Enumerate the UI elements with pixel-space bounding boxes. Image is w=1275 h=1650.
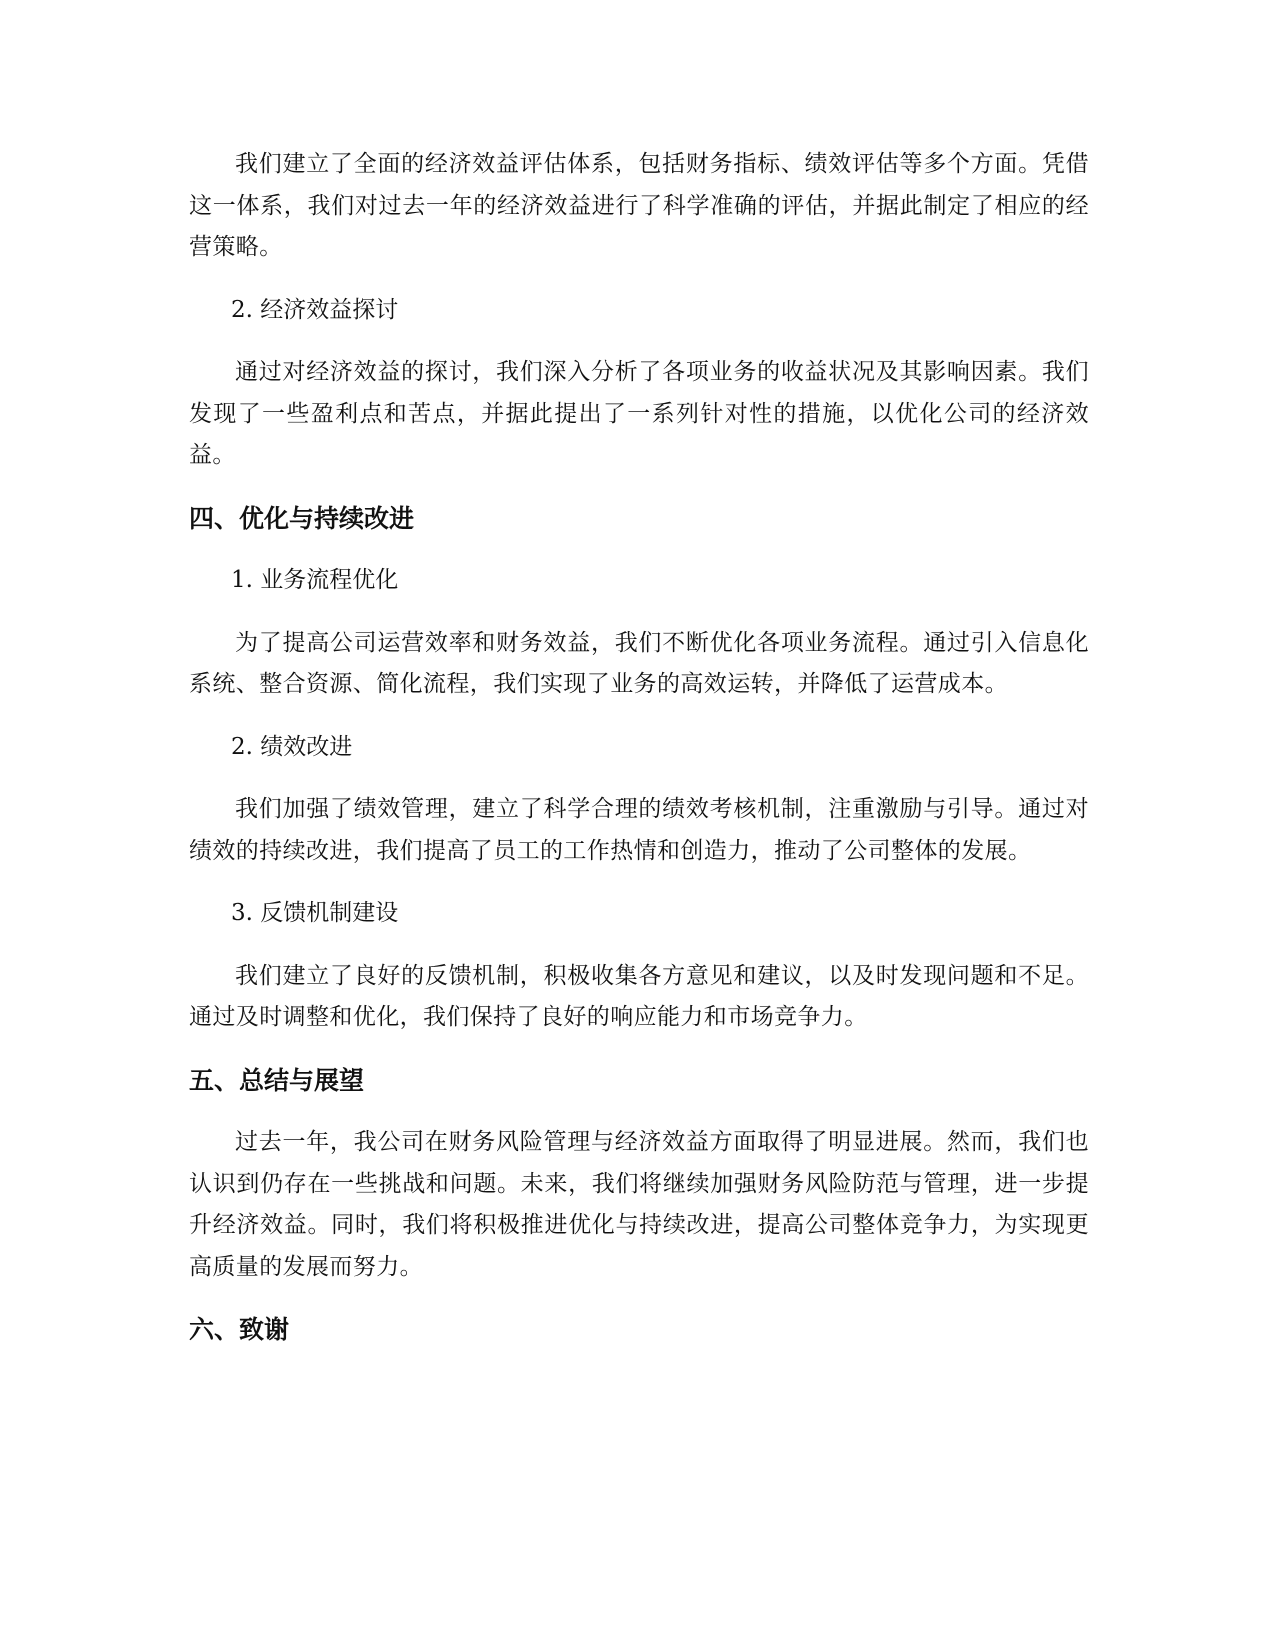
subheading-economic-discussion: 2. 经济效益探讨 [231, 296, 399, 323]
paragraph-summary: 过去一年，我公司在财务风险管理与经济效益方面取得了明显进展。然而，我们也认识到仍存在一些挑战和问题。未来，我们将继续加强财务风险防范与管理，进一步提升经济效益。同时，我们将积极推进优化与持续改进，提高公司整体竞争力，为实现更高质量的发展而努力。 [189, 1129, 1089, 1280]
section-heading-acknowledgements: 六、致谢 [189, 1315, 290, 1344]
section-heading-summary: 五、总结与展望 [189, 1065, 365, 1095]
paragraph-performance-improvement: 我们加强了绩效管理，建立了科学合理的绩效考核机制，注重激励与引导。通过对绩效的持续改进，我们提高了员工的工作热情和创造力，推动了公司整体的发展。 [189, 796, 1089, 864]
paragraph-evaluation-system: 我们建立了全面的经济效益评估体系，包括财务指标、绩效评估等多个方面。凭借这一体系，我们对过去一年的经济效益进行了科学准确的评估，并据此制定了相应的经营策略。 [189, 151, 1089, 260]
subheading-performance-improvement: 2. 绩效改进 [231, 733, 353, 760]
document-page [189, 144, 1089, 1372]
paragraph-feedback-mechanism: 我们建立了良好的反馈机制，积极收集各方意见和建议，以及时发现问题和不足。通过及时调整和优化，我们保持了良好的响应能力和市场竞争力。 [189, 962, 1089, 1030]
subheading-process-optimization: 1. 业务流程优化 [231, 567, 399, 593]
subheading-feedback-mechanism: 3. 反馈机制建设 [231, 900, 399, 926]
paragraph-process-optimization: 为了提高公司运营效率和财务效益，我们不断优化各项业务流程。通过引入信息化系统、整合资源、简化流程，我们实现了业务的高效运转，并降低了运营成本。 [189, 629, 1089, 697]
paragraph-economic-discussion: 通过对经济效益的探讨，我们深入分析了各项业务的收益状况及其影响因素。我们发现了一些盈利点和苦点，并据此提出了一系列针对性的措施，以优化公司的经济效益。 [189, 359, 1089, 468]
section-heading-optimization: 四、优化与持续改进 [189, 503, 415, 533]
